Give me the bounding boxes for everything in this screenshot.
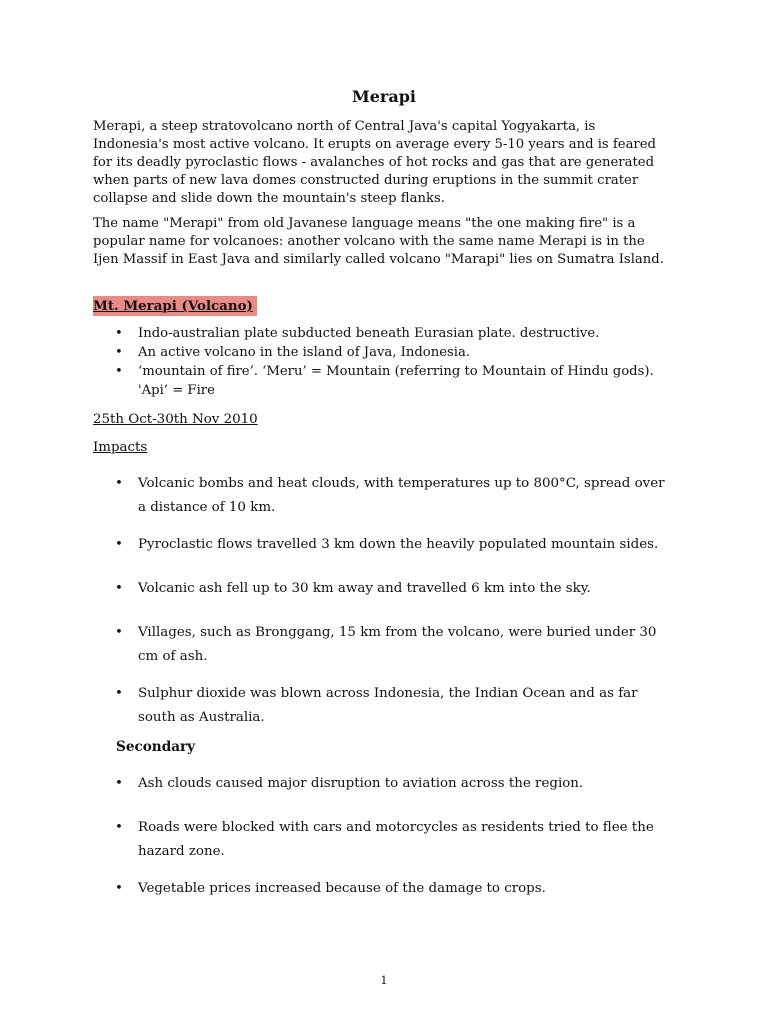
list-item: • Volcanic ash fell up to 30 km away and travelled 6 km into the sky.	[93, 577, 673, 601]
list-item: • Indo-australian plate subducted beneath Eurasian plate. destructive.	[93, 324, 673, 343]
section-heading: Mt. Merapi (Volcano)	[93, 296, 257, 316]
list-item: • Roads were blocked with cars and motorcycles as residents tried to flee the hazard zone.	[93, 816, 673, 864]
list-item: • Vegetable prices increased because of the damage to crops.	[93, 877, 673, 901]
list-item: • Pyroclastic flows travelled 3 km down the heavily populated mountain sides.	[93, 533, 673, 557]
list-item: • Villages, such as Bronggang, 15 km from the volcano, were buried under 30 cm of ash.	[93, 621, 673, 669]
secondary-heading: Secondary	[116, 739, 196, 755]
facts-list	[93, 324, 673, 400]
list-item: • Volcanic bombs and heat clouds, with temperatures up to 800°C, spread over a distance of 10 km.	[93, 472, 673, 520]
name-origin-paragraph: The name "Merapi" from old Javanese language means "the one making fire" is a popular name for volcanoes: another volcano with the same name Merapi is in the Ijen Massif in East Java and similarly called volcano "Marapi" lies on Sumatra Island.	[93, 216, 664, 267]
list-item: • Sulphur dioxide was blown across Indonesia, the Indian Ocean and as far south as Australia.	[93, 682, 673, 730]
date-range: 25th Oct-30th Nov 2010	[93, 412, 258, 427]
intro-paragraph: Merapi, a steep stratovolcano north of Central Java's capital Yogyakarta, is Indonesia's most active volcano. It erupts on average every 5-10 years and is feared for its deadly pyroclastic flows - avalanches of hot rocks and gas that are generated when parts of new lava domes constructed during eruptions in the summit crater collapse and slide down the mountain's steep flanks.	[93, 119, 656, 206]
list-item: • An active volcano in the island of Java, Indonesia.	[93, 343, 673, 362]
page-number: 1	[380, 974, 388, 987]
page-title: Merapi	[352, 87, 416, 106]
impacts-heading: Impacts	[93, 440, 148, 455]
list-item: • Ash clouds caused major disruption to aviation across the region.	[93, 772, 673, 796]
list-item: • ‘mountain of fire’. ‘Meru’ = Mountain (referring to Mountain of Hindu gods). 'Api’ = Fire	[93, 362, 673, 400]
